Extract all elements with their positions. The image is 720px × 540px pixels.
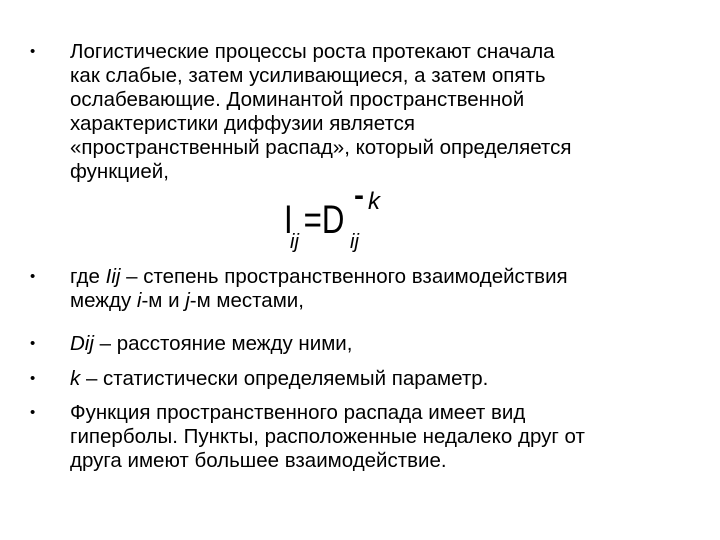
term-dij: Dij [70,332,94,355]
bullet-iij [30,265,690,313]
bullet-dot: • [30,43,36,60]
text-line: как слабые, затем усиливающиеся, а затем опять [70,64,546,87]
formula-eq: = [303,198,322,242]
bullet-conclusion [30,401,690,473]
text-line: -м и [141,289,186,312]
bullet-k [30,367,690,391]
text-line: между [70,289,137,312]
bullet-iij-text [70,265,690,313]
formula-lhs: I [284,198,293,242]
text-line: гиперболы. Пункты, расположенные недалеко друг от [70,425,585,448]
bullet-intro [30,40,690,184]
text-line: Функция пространственного распада имеет вид [70,401,526,424]
text-line: Логистические процессы роста протекают сначала [70,40,555,63]
text-line: -м местами, [189,289,304,312]
formula-rhs: D [321,198,345,242]
bullet-dot: • [30,370,36,387]
bullet-dot: • [30,268,36,285]
bullet-conclusion-text [70,401,690,473]
text-prefix: где [70,265,106,288]
bullet-dij [30,332,690,356]
text-line: характеристики диффузии является [70,112,416,135]
bullet-k-text [70,367,690,391]
formula-lhs-subscript: ij [290,231,299,253]
formula [284,179,404,266]
text-line: ослабевающие. Доминантой пространственной [70,88,525,111]
text-line: – расстояние между ними, [93,332,353,355]
text-line: друга имеют большее взаимодействие. [70,449,447,472]
bullet-intro-text [70,40,690,184]
text-line: – статистически определяемый параметр. [80,367,489,390]
term-iij: Iij [105,265,121,288]
term-k: k [70,367,81,390]
bullet-dot: • [30,335,36,352]
formula-superscript-minus: - [354,179,364,212]
bullet-dij-text [70,332,690,356]
term-i: i [136,289,142,312]
bullet-dot: • [30,404,36,421]
term-j: j [185,289,190,312]
formula-rhs-subscript: ij [350,231,359,253]
text-line: функцией, [70,160,169,183]
text-line: «пространственный распад», который определяется [70,136,572,159]
formula-superscript-k: k [368,188,380,215]
text-line: – степень пространственного взаимодействия [120,265,568,288]
